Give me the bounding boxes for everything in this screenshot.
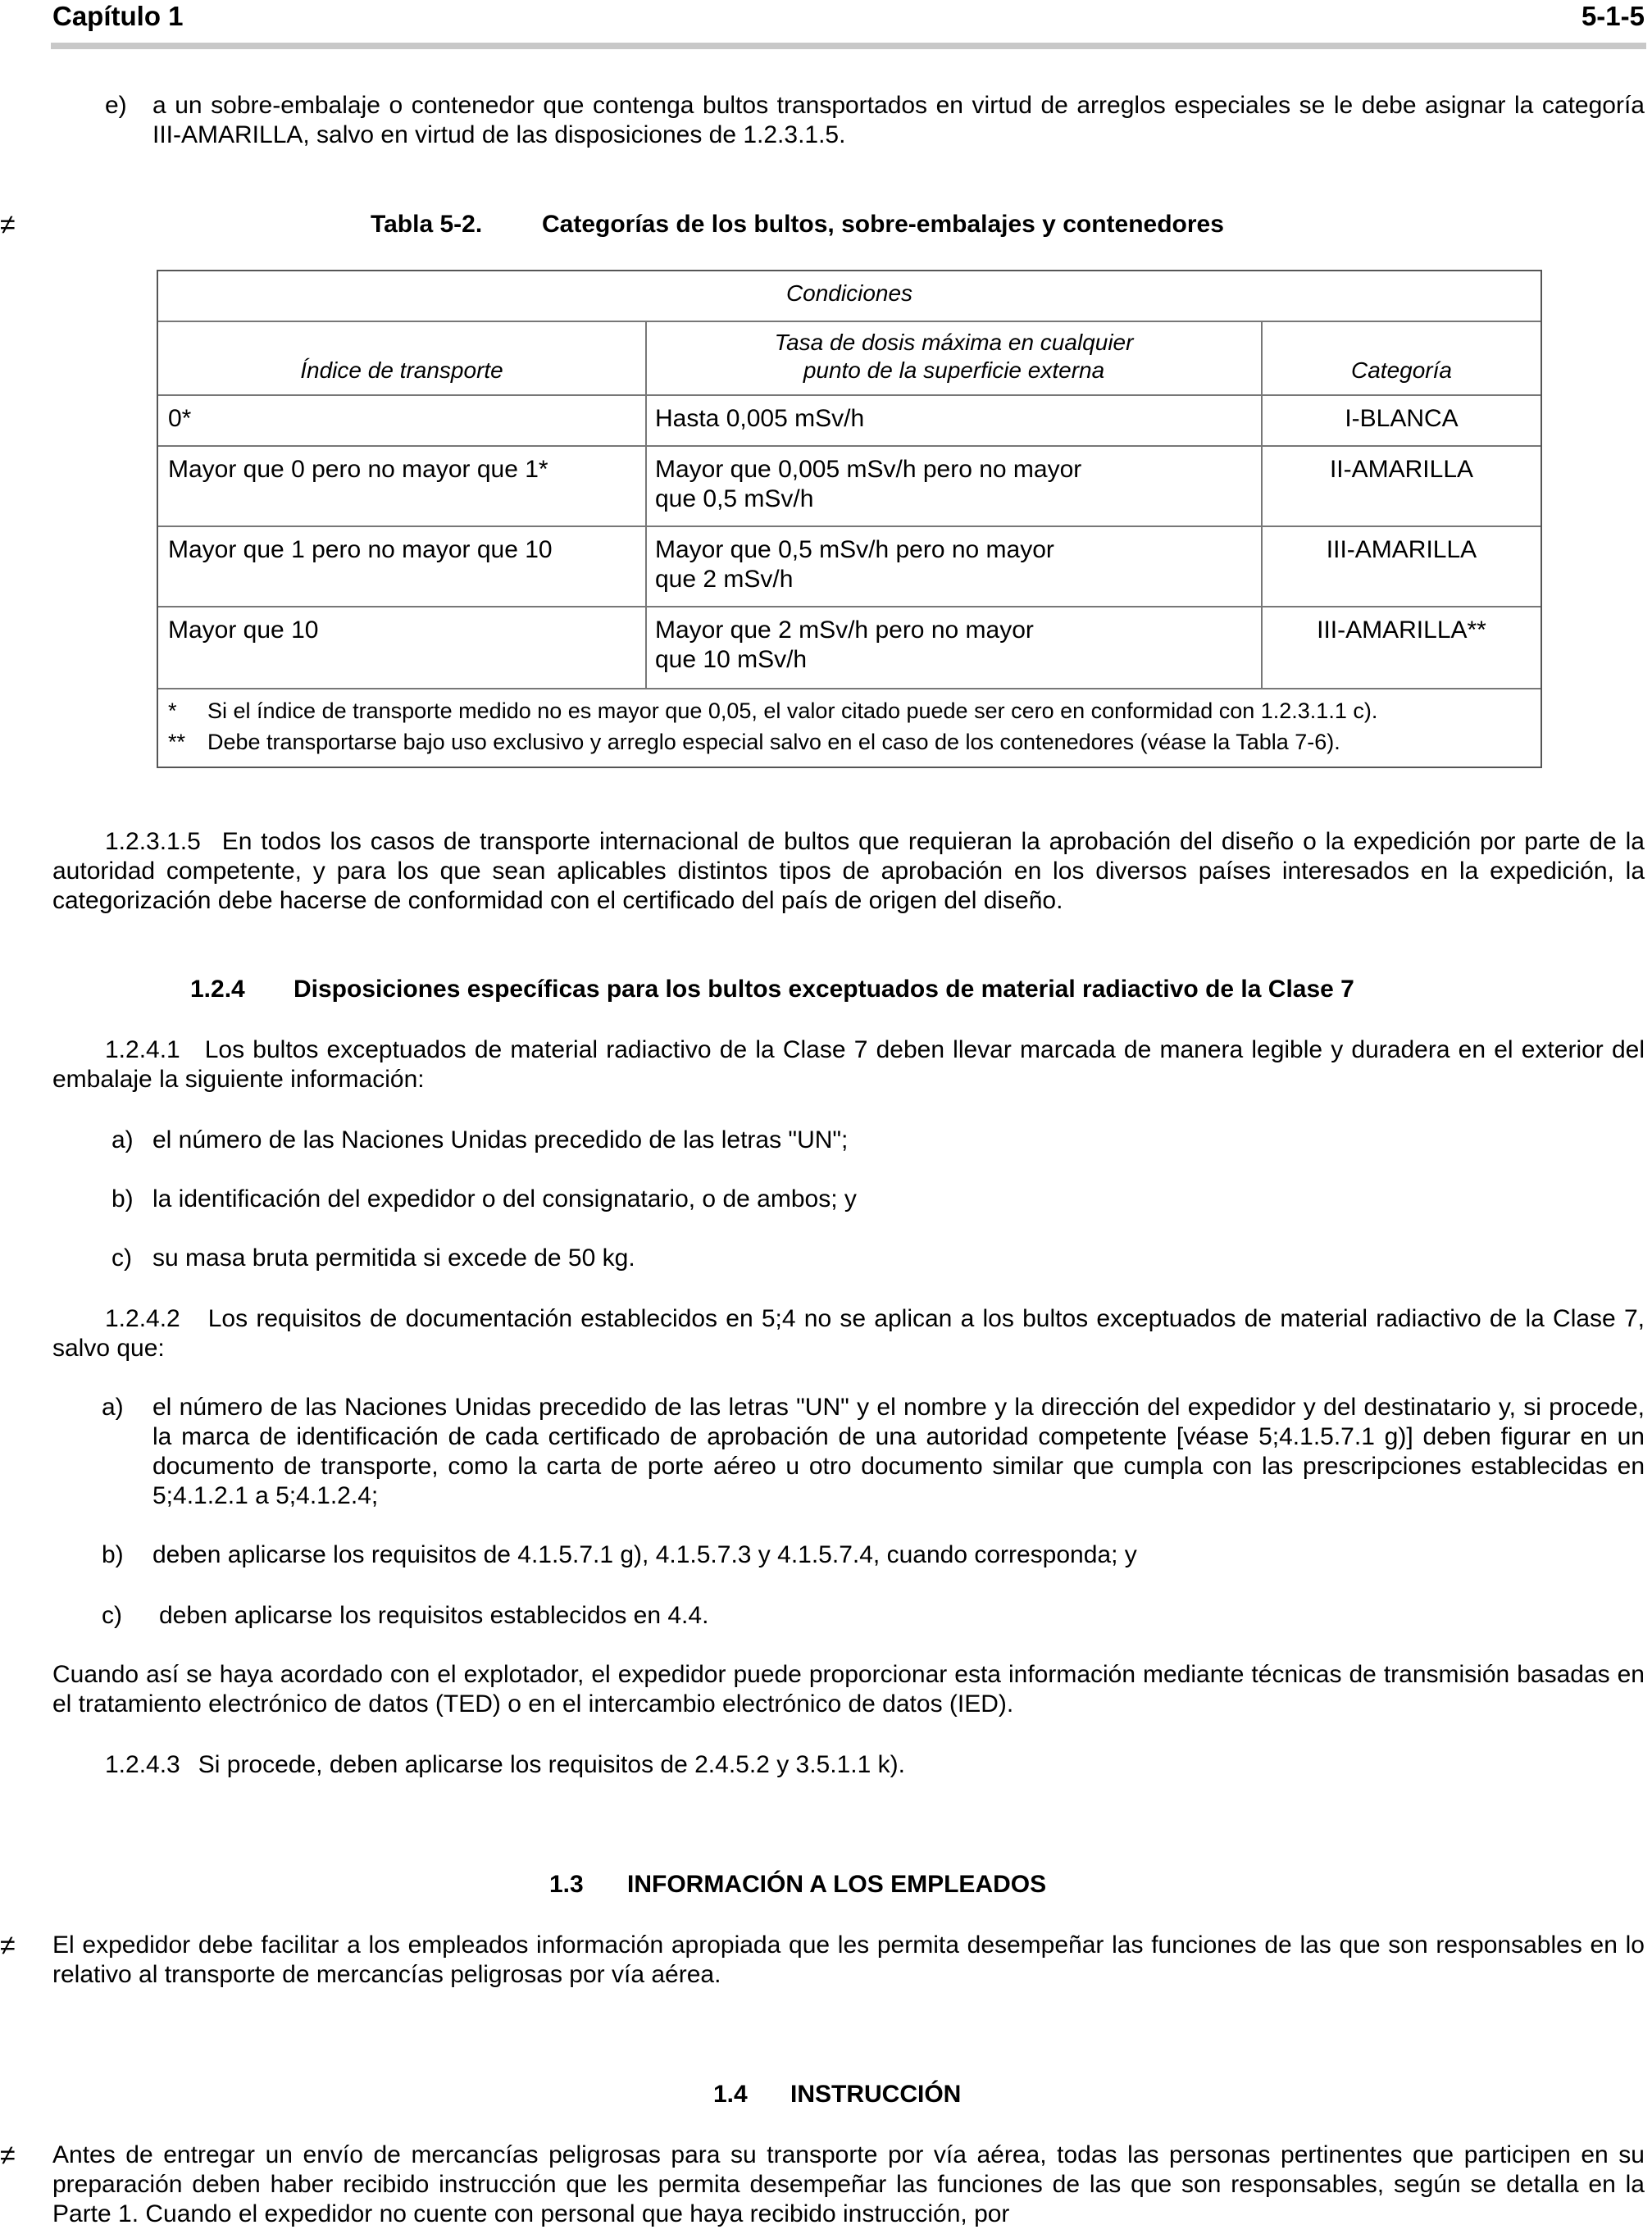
paragraph-1-2-4-3 [105,1750,905,1780]
table-rule [158,394,1541,396]
table-note-mark: * [168,698,177,723]
table-cell-category: III-AMARILLA** [1317,617,1486,644]
table-cell-index: Mayor que 10 [168,617,319,644]
table-cell-dose: Mayor que 0,5 mSv/h pero no mayor [655,536,1054,563]
paragraph-number: 1.2.4.3 [105,1751,180,1778]
paragraph-1-2-4-2 [52,1304,1645,1363]
list-item-text: su masa bruta permitida si excede de 50 kg. [152,1244,635,1272]
list-item-label: b) [111,1185,134,1213]
col-dose-header-line2: punto de la superficie externa [803,357,1105,383]
item-e-text: a un sobre-embalaje o contenedor que contenga bultos transportados en virtud de arreglos especiales se le debe asignar la categoría III-AMARILLA, salvo en virtud de las disposiciones de 1.2.3.1.5. [152,92,1645,148]
table-cell-dose: Mayor que 0,005 mSv/h pero no mayor [655,456,1082,483]
paragraph-text: En todos los casos de transporte internacional de bultos que requieran la aprobación del diseño o la expedición por parte de la autoridad competente, y para los que sean aplicables distintos tipos de aprobación en los diversos países interesados en la expedición, la categorización debe hacerse de conformidad con el certificado del país de origen del diseño. [52,828,1645,914]
table-rule [158,688,1541,689]
table-cell-index: Mayor que 0 pero no mayor que 1* [168,456,548,483]
list-item-label: a) [102,1394,124,1421]
paragraph-number: 1.2.3.1.5 [105,828,201,855]
paragraph-text: Los requisitos de documentación establecidos en 5;4 no se aplican a los bultos exceptuados de material radiactivo de la Clase 7, salvo que: [52,1305,1645,1362]
list-item-text: el número de las Naciones Unidas precedido de las letras "UN" y el nombre y la dirección del expedidor y del destinatario y, si procede, la marca de identificación de cada certificado de aprobación de una autoridad competente [véase 5;4.1.5.7.1 g)] deben figurar en un documento de transporte, como la carta de porte aéreo u otro documento similar que cumpla con las prescripciones establecidas en 5;4.1.2.1 a 5;4.1.2.4; [152,1394,1645,1509]
table-cell-dose: que 0,5 mSv/h [655,485,814,512]
section-title: INFORMACIÓN A LOS EMPLEADOS [627,1871,1047,1898]
page-number: 5-1-5 [1581,1,1645,31]
table-cell-dose: que 10 mSv/h [655,646,808,673]
list-item-text: la identificación del expedidor o del consignatario, o de ambos; y [152,1185,857,1213]
table-note-mark: ** [168,730,186,754]
conditions-header: Condiciones [785,280,913,306]
section-number: 1.3 [549,1871,584,1898]
list-item-label: b) [102,1541,124,1568]
table-cell-dose: Hasta 0,005 mSv/h [655,405,865,432]
section-1-4-text: Antes de entregar un envío de mercancías peligrosas para su transporte por vía aérea, todas las personas pertinentes que participen en su preparación deben haber recibido instrucción que les permita desempeñar las funciones de las que son responsables, según se detalla en la Parte 1. Cuando el expedidor no cuente con personal que haya recibido instrucción, por [52,2141,1645,2227]
table-rule [158,526,1541,527]
paragraph-1-2-3-1-5 [52,827,1645,916]
table-cell-index: 0* [168,405,192,432]
paragraph-text: Si procede, deben aplicarse los requisitos de 2.4.5.2 y 3.5.1.1 k). [198,1751,905,1778]
section-title: Disposiciones específicas para los bultos exceptuados de material radiactivo de la Clase 7 [294,976,1354,1003]
table-cell-index: Mayor que 1 pero no mayor que 10 [168,536,553,563]
table-note-text: Si el índice de transporte medido no es mayor que 0,05, el valor citado puede ser cero en conformidad con 1.2.3.1.1 c). [207,698,1378,723]
table-cell-category: I-BLANCA [1345,405,1459,432]
item-e-label: e) [105,92,127,119]
categories-table [157,270,1542,768]
paragraph-number: 1.2.4.1 [105,1036,180,1063]
list-item-label: c) [111,1244,132,1272]
table-cell-dose: Mayor que 2 mSv/h pero no mayor [655,617,1034,644]
paragraph-text: Los bultos exceptuados de material radiactivo de la Clase 7 deben llevar marcada de manera legible y duradera en el exterior del embalaje la siguiente información: [52,1036,1645,1093]
table-cell-category: II-AMARILLA [1329,456,1474,483]
table-title: Categorías de los bultos, sobre-embalajes y contenedores [542,211,1224,238]
section-number: 1.2.4 [190,976,245,1003]
section-1-3-text: El expedidor debe facilitar a los empleados información apropiada que les permita desempeñar las funciones de las que son responsables en lo relativo al transporte de mercancías peligrosas por vía aérea. [52,1931,1645,1988]
list-item-label: c) [102,1602,122,1629]
table-note-text: Debe transportarse bajo uso exclusivo y arreglo especial salvo en el caso de los contenedores (véase la Tabla 7-6). [207,730,1340,754]
paragraph-continuation: Cuando así se haya acordado con el explotador, el expedidor puede proporcionar esta información mediante técnicas de transmisión basadas en el tratamiento electrónico de datos (TED) o en el intercambio electrónico de datos (IED). [52,1661,1645,1718]
paragraph-1-2-4-1 [52,1035,1645,1094]
change-mark: ≠ [0,2140,16,2171]
col-category-header: Categoría [1351,357,1452,383]
table-number: Tabla 5-2. [371,211,483,238]
list-item-text: deben aplicarse los requisitos establecidos en 4.4. [159,1602,709,1629]
section-number: 1.4 [713,2081,748,2108]
chapter-header: Capítulo 1 [52,1,184,31]
list-item-label: a) [111,1126,134,1153]
change-mark: ≠ [0,209,16,240]
table-rule [158,445,1541,447]
paragraph-number: 1.2.4.2 [105,1305,180,1332]
list-item-text: el número de las Naciones Unidas precedido de las letras "UN"; [152,1126,849,1153]
table-rule [158,321,1541,322]
change-mark: ≠ [0,1930,16,1961]
section-title: INSTRUCCIÓN [790,2081,962,2108]
table-cell-dose: que 2 mSv/h [655,566,794,593]
table-rule [158,606,1541,607]
header-rule [51,43,1646,49]
table-cell-category: III-AMARILLA [1326,536,1477,563]
col-index-header: Índice de transporte [300,357,503,383]
col-dose-header-line1: Tasa de dosis máxima en cualquier [774,330,1134,355]
list-item-text: deben aplicarse los requisitos de 4.1.5.7.1 g), 4.1.5.7.3 y 4.1.5.7.4, cuando corresponda; y [152,1541,1137,1568]
